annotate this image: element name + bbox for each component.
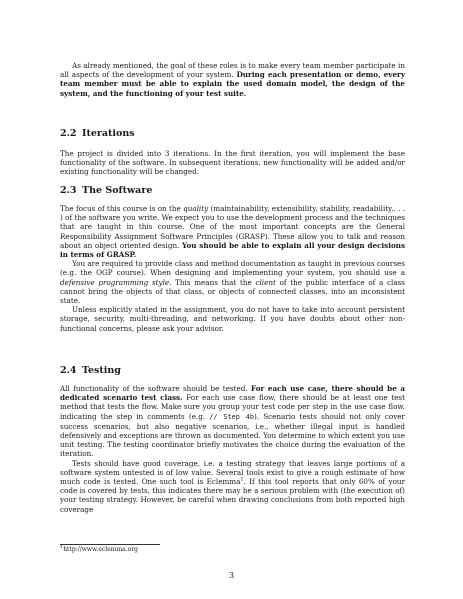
software-paragraph-2: [60, 259, 405, 305]
testing-section-body: [60, 384, 405, 514]
section-number: 2.3: [60, 185, 77, 196]
section-number: 2.4: [60, 365, 77, 376]
section-title: The Software: [82, 185, 153, 196]
italic-text: defensive programming style: [60, 277, 170, 287]
testing-paragraph-1: [60, 384, 405, 459]
footnote-marker: 1: [240, 476, 244, 483]
iterations-paragraph: [60, 149, 405, 177]
text-run: Tests should have good coverage, i.e. a testing strategy that leaves large portions of a software system untested is of low value. Several tools exist to give a rough estimate of how much code is tested. One such tool is Eclemma: [60, 458, 405, 487]
footnote-mark: 1: [60, 544, 64, 550]
italic-text: quality: [183, 204, 209, 213]
section-heading-testing: [60, 365, 405, 377]
software-paragraph-1: [60, 204, 405, 259]
text-run: (maintainability, extensibility, stability, readability,. . . ) of the software you write. We expect you to use the development process and the techniques that are taught in this course. One of the most important concepts are the General Responsibility Assignment Software Principles (GRASP). These allow you to talk and reason about an object oriented design.: [60, 204, 405, 250]
footnote-link[interactable]: http://www.eclemma.org: [63, 546, 138, 553]
text-run: All functionality of the software should be tested.: [60, 384, 251, 393]
intro-bold-text: During each presentation or demo, every team member must be able to explain the used domain model, the design of the system, and the functioning of your test suite.: [60, 70, 405, 98]
intro-paragraph: [60, 61, 405, 98]
bold-text: You should be able to explain all your design decisions in terms of GRASP.: [60, 240, 406, 260]
page-number: 3: [228, 571, 235, 580]
text-run: You are required to provide class and method documentation as taught in previous courses (e.g. the OGP course). When designing and implementing your system, you should use a: [60, 259, 405, 278]
section-title: Iterations: [82, 128, 135, 139]
text-run: of the public interface of a class cannot bring the objects of that class, or objects of connected classes, into an inconsistent state.: [60, 277, 405, 306]
software-paragraph-3: Unless explicitly stated in the assignment, you do not have to take into account persistent storage, security, multi-threading, and networking. If you have doubts about other non-functional concerns, please ask your advisor.: [60, 305, 405, 333]
text-run: . If this tool reports that only 60% of your code is covered by tests, this indicates there may be a serious problem with (the execution of) your testing strategy. However, be careful when drawing conclusions from both reported high coverage: [60, 477, 406, 514]
bold-text: For each use case, there should be a dedicated scenario test class.: [60, 384, 406, 403]
section-heading-software: [60, 185, 405, 197]
section-title: Testing: [82, 365, 121, 376]
footnote: [60, 546, 405, 554]
footnote-rule: [60, 544, 160, 545]
intro-text: As already mentioned, the goal of these roles is to make every team member participate in all aspects of the development of your system.: [60, 61, 405, 80]
code-text: // Step 4b: [209, 412, 254, 421]
testing-paragraph-2: [60, 459, 405, 514]
section-number: 2.2: [60, 128, 77, 139]
text-run: For each use case flow, there should be at least one test method that tests the flow. Make sure you group your test code per step in the use case flow, indicating the step in comments (e.g.: [60, 393, 406, 421]
text-run: . This means that the: [169, 277, 256, 287]
text-run: The focus of this course is on the: [60, 204, 184, 213]
section-heading-iterations: [60, 128, 405, 140]
software-section-body: [60, 204, 405, 333]
text-run: ). Scenario tests should not only cover success scenarios, but also negative scenarios, i.e., whether illegal input is handled defensively and exceptions are thrown as documented. You determine to which extent you use unit testing. The testing coordinator briefly motivates the choice during the evaluation of the iteration.: [60, 411, 405, 459]
iterations-text: The project is divided into 3 iterations. In the first iteration, you will implement the base functionality of the software. In subsequent iterations, new functionality will be added and/or existing functionality will be changed.: [60, 149, 405, 177]
italic-text: client: [255, 277, 276, 287]
